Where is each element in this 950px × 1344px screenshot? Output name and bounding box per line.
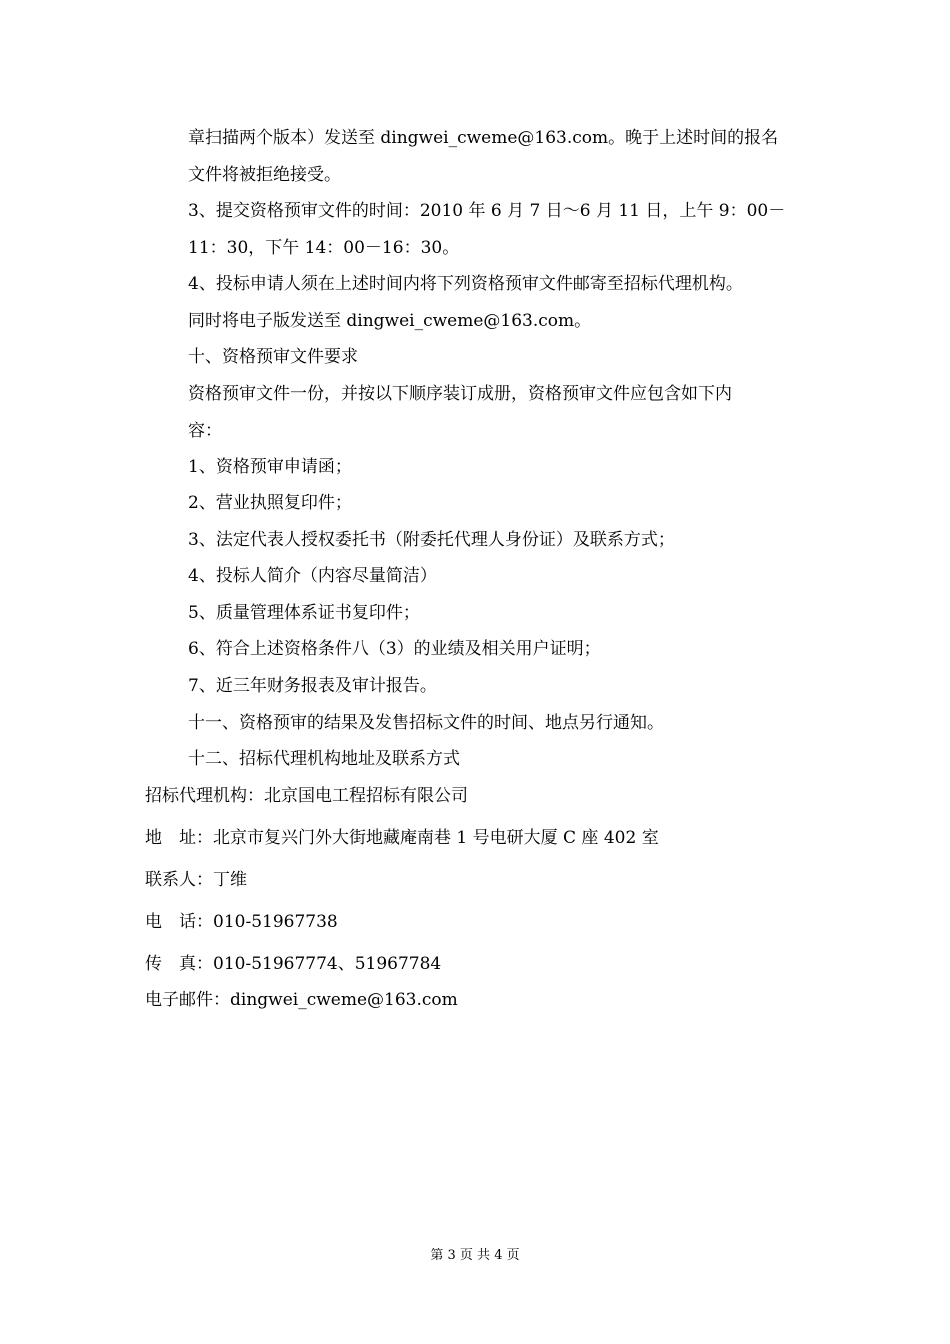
- section-intro-line: 容：: [188, 421, 222, 441]
- section-heading-12: 十二、招标代理机构地址及联系方式: [188, 749, 460, 769]
- section-intro-line: 资格预审文件一份，并按以下顺序装订成册，资格预审文件应包含如下内: [188, 384, 732, 404]
- requirement-item: 6、符合上述资格条件八（3）的业绩及相关用户证明；: [188, 639, 601, 659]
- section-heading-10: 十、资格预审文件要求: [188, 347, 358, 367]
- contact-fax: 传 真：010-51967774、51967784: [145, 954, 442, 974]
- list-item-3-line: 11：30，下午 14：00－16：30。: [188, 238, 460, 258]
- page-footer: 第 3 页 共 4 页: [430, 1248, 520, 1263]
- contact-person: 联系人：丁维: [145, 870, 247, 890]
- contact-email: 电子邮件：dingwei_cweme@163.com: [145, 990, 458, 1010]
- requirement-item: 4、投标人简介（内容尽量简洁）: [188, 566, 437, 586]
- contact-phone: 电 话：010-51967738: [145, 912, 338, 932]
- contact-address: 地 址：北京市复兴门外大街地藏庵南巷 1 号电研大厦 C 座 402 室: [145, 828, 659, 848]
- list-item-4-line: 同时将电子版发送至 dingwei_cweme@163.com。: [188, 311, 592, 331]
- list-item-3-line: 3、提交资格预审文件的时间：2010 年 6 月 7 日～6 月 11 日，上午 9：00－: [188, 201, 786, 221]
- paragraph-line: 章扫描两个版本）发送至 dingwei_cweme@163.com。晚于上述时间的报名: [188, 128, 779, 148]
- requirement-item: 1、资格预审申请函；: [188, 457, 352, 477]
- list-item-4-line: 4、投标申请人须在上述时间内将下列资格预审文件邮寄至招标代理机构。: [188, 274, 743, 294]
- requirement-item: 5、质量管理体系证书复印件；: [188, 603, 420, 623]
- section-heading-11: 十一、资格预审的结果及发售招标文件的时间、地点另行通知。: [188, 713, 664, 733]
- requirement-item: 3、法定代表人授权委托书（附委托代理人身份证）及联系方式；: [188, 530, 675, 550]
- contact-agency: 招标代理机构：北京国电工程招标有限公司: [145, 786, 468, 806]
- requirement-item: 2、营业执照复印件；: [188, 493, 352, 513]
- paragraph-line: 文件将被拒绝接受。: [188, 165, 341, 185]
- requirement-item: 7、近三年财务报表及审计报告。: [188, 676, 437, 696]
